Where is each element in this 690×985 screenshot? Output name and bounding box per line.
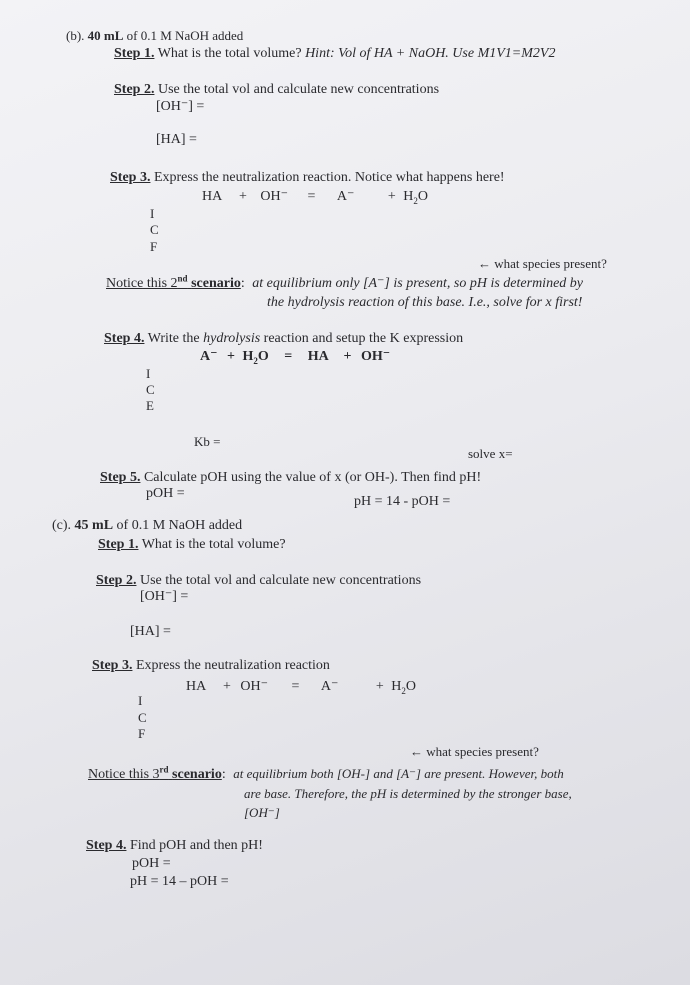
b-step1-label: Step 1. (114, 46, 155, 61)
c-scenario-title: Notice this 3rd scenario (88, 764, 222, 782)
b-step2-text: Use the total vol and calculate new concentrations (157, 82, 440, 97)
part-b-volume: 40 mL (87, 28, 124, 43)
b-scenario: Notice this 2nd scenario: at equilibrium only [A⁻] is present, so pH is determined by (106, 273, 584, 291)
product-a: A⁻ (336, 189, 355, 204)
b-ice2-row-e: E (146, 398, 154, 413)
reactant-ha: HA (186, 679, 206, 694)
c-step3-label: Step 3. (92, 658, 133, 673)
part-c-header-text: of 0.1 M NaOH added (116, 518, 243, 533)
c-ice-row-c: C (138, 710, 147, 725)
b-ha-concentration: [HA] = (156, 132, 197, 147)
c-step4-text: Find pOH and then pH! (129, 838, 263, 853)
reactant-oh: OH⁻ (260, 189, 288, 204)
c-scenario-line2: are base. Therefore, the pH is determined by the stronger base, (244, 786, 572, 801)
equals-sign: = (284, 349, 293, 364)
c-species-note: ← what species present? (410, 744, 539, 759)
reactant-oh: OH⁻ (240, 679, 268, 694)
b-ice2-row-i: I (146, 366, 151, 381)
c-neutralization-reaction (186, 679, 416, 695)
b-step3-text: Express the neutralization reaction. Notice what happens here! (153, 170, 505, 185)
plus-sign: + (343, 349, 352, 364)
plus-sign: + (222, 679, 231, 694)
c-ice-row-f: F (138, 726, 146, 741)
b-kb-expression: Kb = (194, 434, 221, 449)
b-ice-row-f: F (150, 239, 158, 254)
b-step5 (100, 470, 481, 486)
part-b-label: (b). (66, 28, 85, 43)
b-step2 (114, 82, 439, 98)
c-poh: pOH = (132, 856, 171, 871)
c-step1-label: Step 1. (98, 537, 139, 552)
b-step5-text: Calculate pOH using the value of x (or OH-). Then find pH! (143, 470, 482, 485)
plus-sign: + (238, 189, 247, 204)
reactant-a: A⁻ (200, 349, 218, 364)
c-step3 (92, 658, 330, 674)
equals-sign: = (291, 679, 300, 694)
b-ice-row-c: C (150, 222, 159, 237)
plus-sign: + (387, 189, 396, 204)
b-step4-label: Step 4. (104, 331, 145, 346)
b-step1 (114, 46, 555, 62)
b-step4: Step 4. Write the hydrolysis reaction and setup the K expression (104, 331, 464, 346)
equals-sign: = (307, 189, 316, 204)
product-water: $H_2O$ (391, 679, 417, 696)
c-step3-text: Express the neutralization reaction (135, 658, 330, 673)
part-c-volume: 45 mL (74, 518, 114, 533)
part-b-header (66, 28, 243, 44)
c-step2-label: Step 2. (96, 573, 137, 588)
c-step2 (96, 573, 421, 589)
b-step1-hint: Hint: Vol of HA + NaOH. Use M1V1=M2V2 (305, 46, 556, 61)
c-ha-concentration: [HA] = (130, 624, 171, 639)
b-hydrolysis-reaction (200, 349, 390, 365)
b-ph: pH = 14 - pOH = (354, 494, 451, 509)
b-oh-concentration: [OH⁻] = (156, 99, 205, 114)
product-a: A⁻ (320, 679, 339, 694)
b-poh: pOH = (146, 486, 185, 501)
b-scenario-line1: at equilibrium only [A⁻] is present, so pH is determined by (252, 276, 584, 291)
b-scenario-title: Notice this 2nd scenario (106, 273, 241, 291)
b-scenario-line2: the hydrolysis reaction of this base. I.e., solve for x first! (267, 295, 583, 310)
b-step1-text: What is the total volume? (157, 46, 302, 61)
b-neutralization-reaction (202, 189, 428, 205)
c-ph: pH = 14 – pOH = (130, 874, 229, 889)
b-species-note: ← what species present? (478, 256, 607, 271)
b-step2-label: Step 2. (114, 82, 155, 97)
c-oh-concentration: [OH⁻] = (140, 589, 189, 604)
b-ice2-row-c: C (146, 382, 155, 397)
c-step4 (86, 838, 263, 854)
c-step1-text: What is the total volume? (141, 537, 286, 552)
plus-sign: + (375, 679, 384, 694)
c-scenario-line1: at equilibrium both [OH-] and [A⁻] are present. However, both (233, 766, 564, 781)
b-ice-row-i: I (150, 206, 155, 221)
b-step3 (110, 170, 505, 186)
b-step5-label: Step 5. (100, 470, 141, 485)
c-scenario-line3: [OH⁻] (244, 805, 280, 820)
b-solve-x: solve x= (468, 446, 513, 461)
b-step3-label: Step 3. (110, 170, 151, 185)
reactant-water: $H_2O$ (242, 349, 269, 366)
c-step4-label: Step 4. (86, 838, 127, 853)
reactant-ha: HA (202, 189, 222, 204)
part-c-label: (c). (52, 518, 72, 533)
product-water: $H_2O$ (403, 189, 429, 206)
c-step1 (98, 537, 286, 553)
part-b-header-text: of 0.1 M NaOH added (126, 28, 244, 43)
product-oh: OH⁻ (360, 349, 391, 364)
part-c-header (52, 518, 242, 534)
plus-sign: + (227, 349, 235, 364)
product-ha: HA (307, 349, 328, 364)
c-ice-row-i: I (138, 693, 143, 708)
c-step2-text: Use the total vol and calculate new concentrations (139, 573, 422, 588)
c-scenario: Notice this 3rd scenario: at equilibrium both [OH-] and [A⁻] are present. However, both (88, 764, 564, 782)
